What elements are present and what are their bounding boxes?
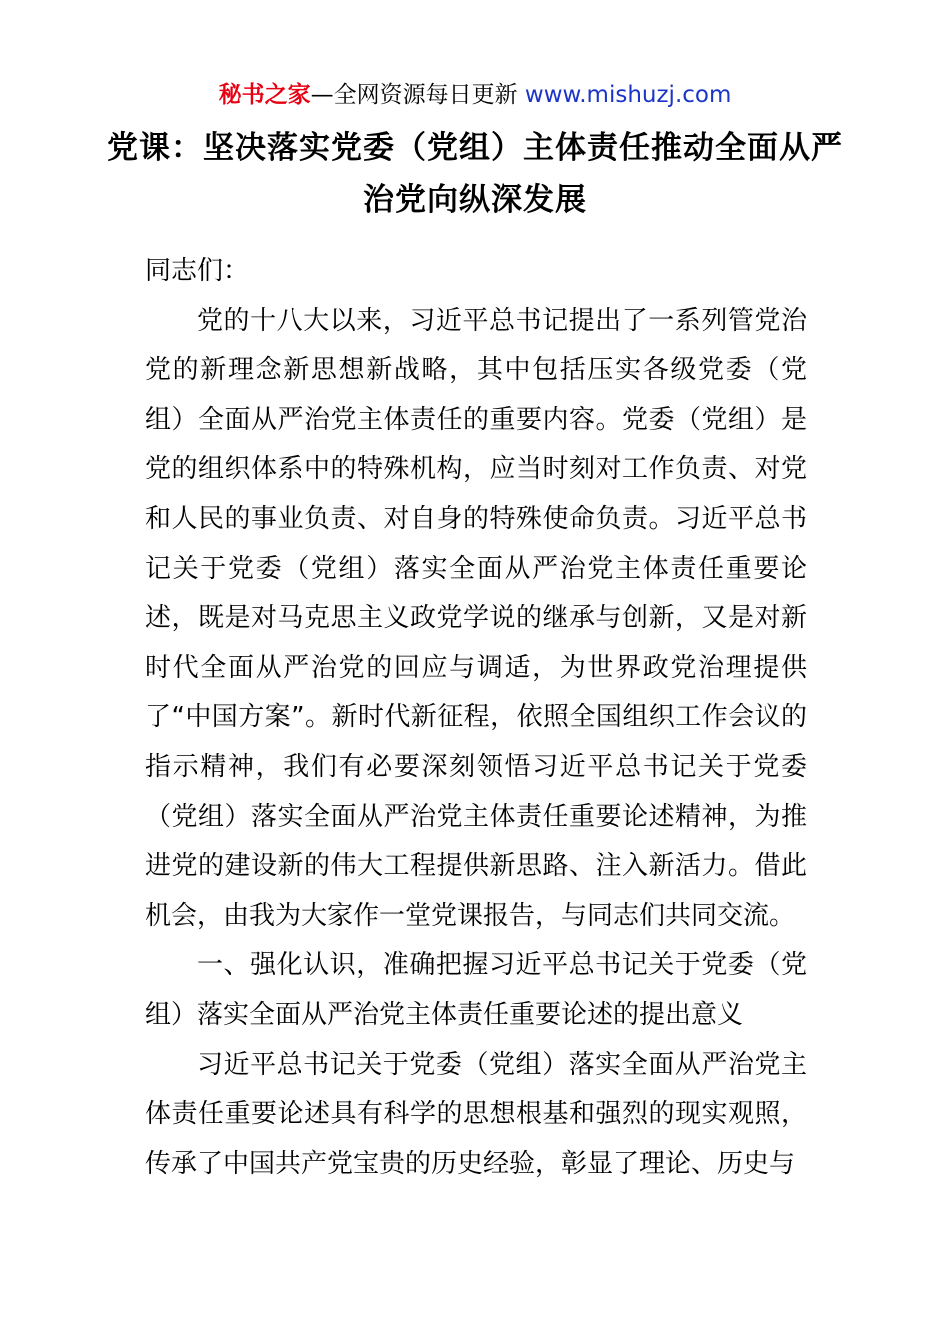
site-brand: 秘书之家: [218, 82, 311, 108]
site-url-link[interactable]: www.mishuzj.com: [524, 82, 732, 108]
document-title: 党课：坚决落实党委（党组）主体责任推动全面从严治党向纵深发展: [107, 130, 843, 218]
salutation: 同志们：: [145, 256, 250, 286]
section-heading: 一、强化认识，准确把握习近平总书记关于党委（党组）落实全面从严治党主体责任重要论述的提出意义: [145, 950, 807, 1030]
intro-paragraph: 党的十八大以来，习近平总书记提出了一系列管党治党的新理念新思想新战略，其中包括压实各级党委（党组）全面从严治党主体责任的重要内容。党委（党组）是党的组织体系中的特殊机构，应当时刻对工作负责、对党和人民的事业负责、对自身的特殊使命负责。习近平总书记关于党委（党组）落实全面从严治党主体责任重要论述，既是对马克思主义政党学说的继承与创新，又是对新时代全面从严治党的回应与调适，为世界政党治理提供了“中国方案”。新时代新征程，依照全国组织工作会议的指示精神，我们有必要深刻领悟习近平总书记关于党委（党组）落实全面从严治党主体责任重要论述精神，为推进党的建设新的伟大工程提供新思路、注入新活力。借此机会，由我为大家作一堂党课报告，与同志们共同交流。: [145, 305, 807, 931]
section-paragraph: 习近平总书记关于党委（党组）落实全面从严治党主体责任重要论述具有科学的思想根基和强烈的现实观照，传承了中国共产党宝贵的历史经验，彰显了理论、历史与: [145, 1049, 807, 1179]
site-tagline: —全网资源每日更新: [310, 82, 525, 108]
document-body: [145, 247, 807, 1189]
site-header: [0, 78, 950, 112]
